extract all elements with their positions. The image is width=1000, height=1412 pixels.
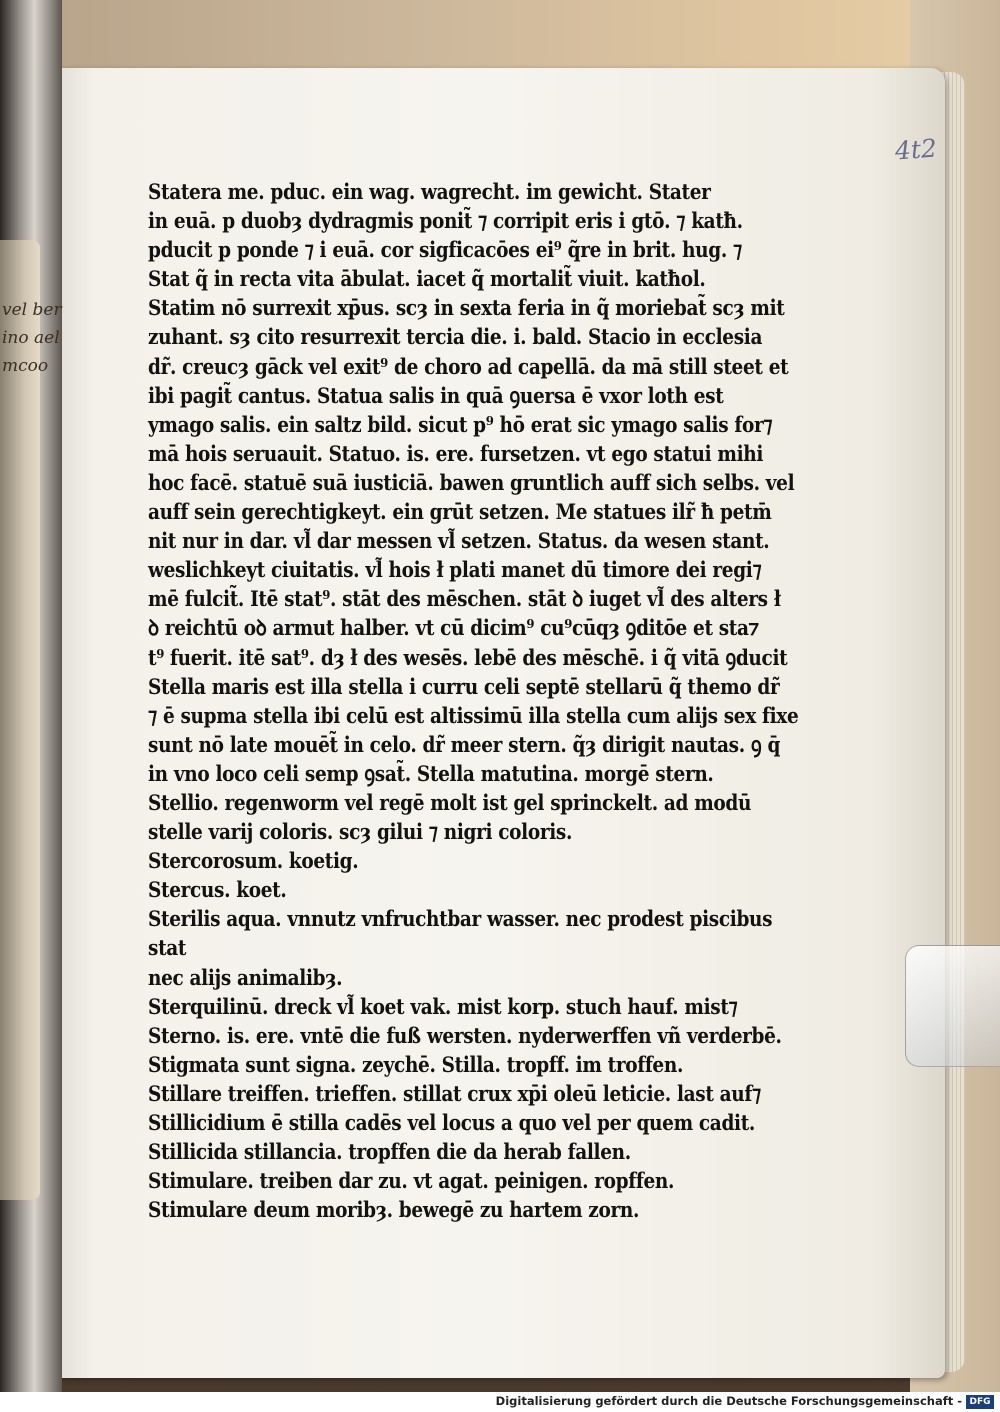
text-line: Stimulare. treiben dar zu. vt agat. peinigen. ropffen. xyxy=(148,1169,675,1195)
text-line: Sterno. is. ere. vntē die fuß wersten. nyderwerffen vñ verderbē. xyxy=(148,1023,782,1049)
text-line: in vno loco celi semp ꝯsat̃. Stella matutina. morgē stern. xyxy=(148,761,714,787)
text-line: t⁹ fuerit. itē sat⁹. dȝ ł des wesēs. lebē des mēschē. i q̃ vitā ꝯducit xyxy=(148,645,788,671)
text-line: Stimulare deum moribȝ. bewegē zu hartem zorn. xyxy=(148,1198,640,1224)
previous-page-edge xyxy=(0,240,62,1200)
text-line: ⁊ ē supma stella ibi celū est altissimū illa stella cum alijs sex fixe xyxy=(148,703,799,729)
page-clip xyxy=(905,945,1000,1067)
text-line: Stigmata sunt signa. zeychē. Stilla. tropff. im troffen. xyxy=(148,1052,684,1078)
text-line: ꝺ reichtū oꝺ armut halber. vt cū dicim⁹ cu⁹cūqȝ ꝯditōe et sta⁊ xyxy=(148,616,759,642)
text-line: sunt nō late mouēt̃ in celo. dr̃ meer stern. q̃ȝ dirigit nautas. ꝯ q̄ xyxy=(148,732,781,758)
text-line: Statim nō surrexit xp̄us. scȝ in sexta feria in q̃ moriebat̃ scȝ mit xyxy=(148,296,785,322)
previous-page-fragment: vel ber xyxy=(2,300,62,320)
previous-page-fragment: mcoo xyxy=(2,356,49,376)
text-line: Stercorosum. koetig. xyxy=(148,849,359,875)
text-line: Stillicidium ē stilla cadēs vel locus a quo vel per quem cadit. xyxy=(148,1111,755,1136)
text-line: weslichkeyt ciuitatis. vl̃ hois ł plati manet dū timore dei regi⁊ xyxy=(148,558,762,584)
text-line: stelle varij coloris. scȝ gilui ⁊ nigri coloris. xyxy=(148,820,573,846)
text-line: auff sein gerechtigkeyt. ein grūt setzen. Me statues ilr̃ ħ petm̄ xyxy=(148,500,772,526)
dfg-logo: DFG xyxy=(966,1395,994,1409)
text-line: Stercus. koet. xyxy=(148,878,287,904)
text-line: ibi pagit̃ cantus. Statua salis in quā ꝯuersa ē vxor loth est xyxy=(148,383,724,409)
page-text xyxy=(148,178,838,1225)
text-line: zuhant. sȝ cito resurrexit tercia die. i. bald. Stacio in ecclesia xyxy=(148,325,763,351)
folio-number: 4t2 xyxy=(894,133,938,166)
text-line: nit nur in dar. vl̃ dar messen vl̃ setzen. Status. da wesen stant. xyxy=(148,529,770,555)
text-line: nec alijs animalibȝ. xyxy=(148,965,343,991)
text-line: pducit p ponde ⁊ i euā. cor sigficacōes ei⁹ q̃re in brit. hug. ⁊ xyxy=(148,238,742,264)
cover-board-top xyxy=(60,0,1000,70)
text-line: Sterquilinū. dreck vl̃ koet vak. mist korp. stuch hauf. mist⁊ xyxy=(148,994,738,1020)
text-line: Stellio. regenworm vel regē molt ist gel sprinckelt. ad modū xyxy=(148,790,752,816)
footer-bar xyxy=(0,1392,1000,1412)
text-line: Stillicida stillancia. tropffen die da herab fallen. xyxy=(148,1140,631,1166)
text-line: mā hois seruauit. Statuo. is. ere. fursetzen. vt ego statui mihi xyxy=(148,441,764,467)
text-line: stat xyxy=(148,936,187,962)
text-line: hoc facē. statuē suā iusticiā. bawen gruntlich auff sich selbs. vel xyxy=(148,470,795,496)
text-line: in euā. p duobȝ dydragmis ponit̃ ⁊ corripit eris i gtō. ⁊ katħ. xyxy=(148,209,743,235)
text-line: Stillare treiffen. trieffen. stillat crux xp̄i oleū leticie. last auf⁊ xyxy=(148,1081,761,1107)
text-line: Stella maris est illa stella i curru celi septē stellarū q̃ themo dr̃ xyxy=(148,674,780,700)
text-line: dr̃. creucȝ gāck vel exit⁹ de choro ad capellā. da mā still steet et xyxy=(148,354,789,380)
text-line: ymago salis. ein saltz bild. sicut p⁹ hō erat sic ymago salis for⁊ xyxy=(148,412,773,438)
text-line: Statera me. pduc. ein wag. wagrecht. im gewicht. Stater xyxy=(148,180,711,205)
text-line: Stat q̃ in recta vita ābulat. iacet q̃ mortalit̃ viuit. katħol. xyxy=(148,267,706,293)
text-line: Sterilis aqua. vnnutz vnfruchtbar wasser. nec prodest piscibus xyxy=(148,907,773,933)
previous-page-fragment: ino ael xyxy=(2,328,60,348)
text-line: mē fulcit̃. Itē stat⁹. stāt des mēschen. stāt ꝺ iuget vl̃ des alters ł xyxy=(148,587,781,613)
footer-credit: Digitalisierung gefördert durch die Deutsche Forschungsgemeinschaft - xyxy=(495,1394,962,1408)
